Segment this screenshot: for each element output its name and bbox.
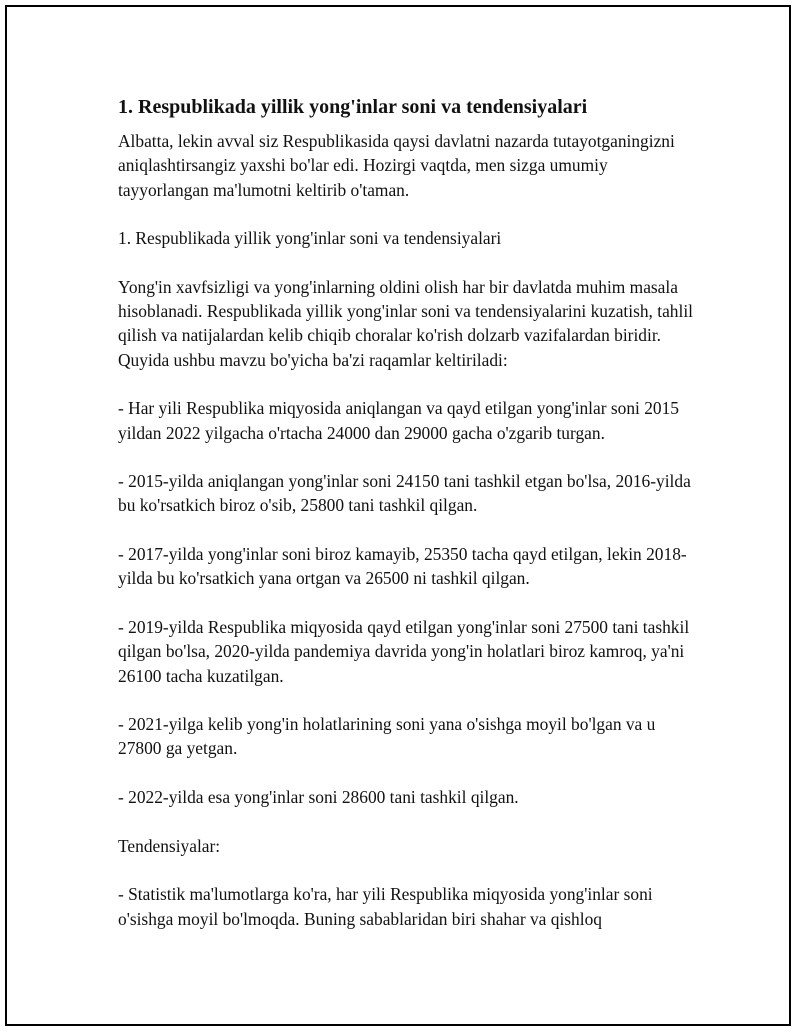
overview-paragraph: Yong'in xavfsizligi va yong'inlarning oldini olish har bir davlatda muhim masala hisoblanadi. Respublikada yillik yong'inlar soni va tendensiyalarini kuzatish, tahlil qilish va natijalardan kelib chiqib choralar ko'rish dolzarb vazifalardan biridir. Quyida ushbu mavzu bo'yicha ba'zi raqamlar keltiriladi:: [118, 276, 693, 370]
bullet-paragraph: - 2019-yilda Respublika miqyosida qayd etilgan yong'inlar soni 27500 tani tashkil qilgan bo'lsa, 2020-yilda pandemiya davrida yong'in holatlari biroz kamroq, ya'ni 26100 tacha kuzatilgan.: [118, 616, 690, 686]
intro-paragraph: Albatta, lekin avval siz Respublikasida qaysi davlatni nazarda tutayotganingizni aniqlashtirsangiz yaxshi bo'lar edi. Hozirgi vaqtda, men sizga umumiy tayyorlangan ma'lumotni keltirib o'taman.: [118, 131, 675, 200]
bullet-paragraph: - Har yili Respublika miqyosida aniqlangan va qayd etilgan yong'inlar soni 2015 yildan 2022 yilgacha o'rtacha 24000 dan 29000 gacha o'zgarib turgan.: [118, 398, 679, 443]
document-title: 1. Respublikada yillik yong'inlar soni va tendensiyalari: [118, 96, 588, 118]
section-heading-text: 1. Respublikada yillik yong'inlar soni va tendensiyalari: [118, 228, 502, 249]
bullet-paragraph: - Statistik ma'lumotlarga ko'ra, har yili Respublika miqyosida yong'inlar soni o'sishga moyil bo'lmoqda. Buning sabablaridan biri shahar va qishloq: [118, 884, 653, 929]
bullet-paragraph: - 2022-yilda esa yong'inlar soni 28600 tani tashkil qilgan.: [118, 787, 519, 808]
bullet-paragraph: - 2017-yilda yong'inlar soni biroz kamayib, 25350 tacha qayd etilgan, lekin 2018-yilda bu ko'rsatkich yana ortgan va 26500 ni tashkil qilgan.: [118, 544, 687, 589]
bullet-paragraph: - 2021-yilga kelib yong'in holatlarining soni yana o'sishga moyil bo'lgan va u 27800 ga yetgan.: [118, 714, 656, 759]
bullet-paragraph: - 2015-yilda aniqlangan yong'inlar soni 24150 tani tashkil etgan bo'lsa, 2016-yilda bu ko'rsatkich biroz o'sib, 25800 tani tashkil qilgan.: [118, 471, 691, 516]
trends-label: Tendensiyalar:: [118, 835, 221, 856]
document-body: [118, 94, 698, 955]
